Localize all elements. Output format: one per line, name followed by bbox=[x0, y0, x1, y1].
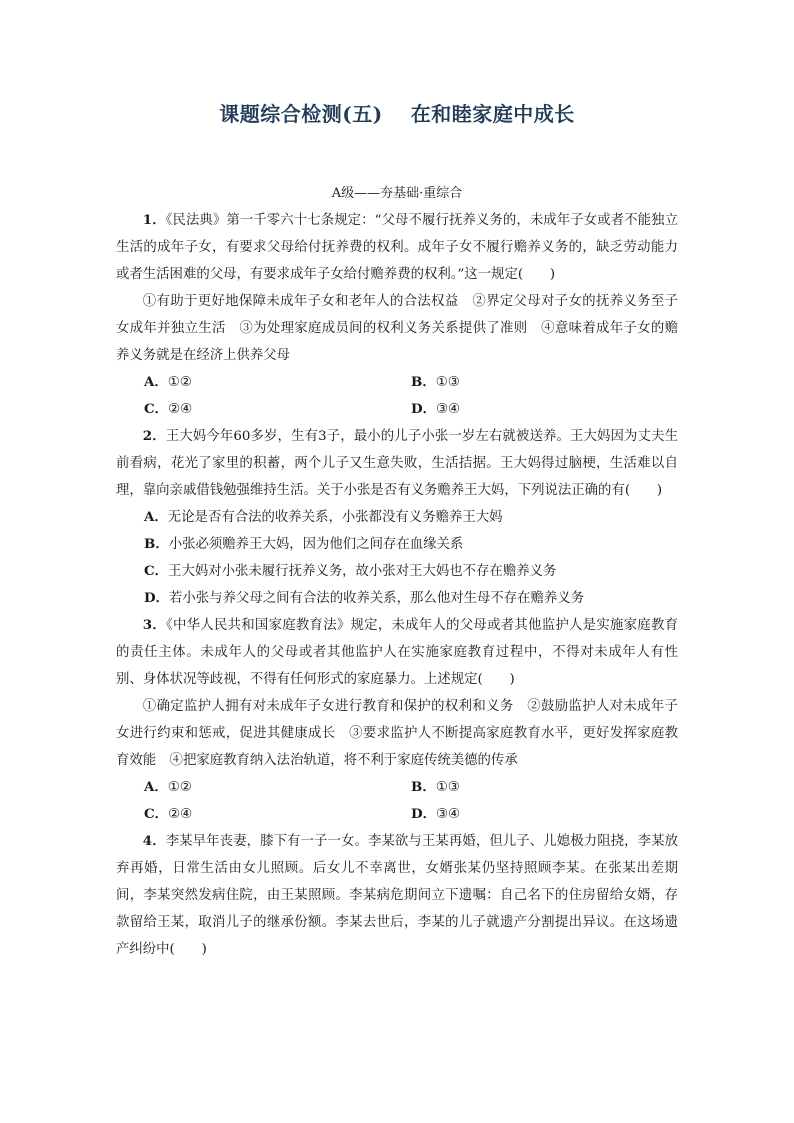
question-1-option-a[interactable]: A．①② bbox=[144, 374, 192, 390]
title-part-1: 课题综合检测(五) bbox=[219, 102, 383, 126]
question-2-option-c[interactable]: C．王大妈对小张未履行抚养义务，故小张对王大妈也不存在赡养义务 bbox=[144, 563, 557, 579]
page-title bbox=[116, 100, 678, 128]
question-1-text: 《民法典》第一千零六十七条规定：“父母不履行抚养义务的，未成年子女或者不能独立生活的成年子女，有要求父母给付抚养费的权利。成年子女不履行赡养义务的，缺乏劳动能力或者生活困难的父母，有要求成年子女给付赡养费的权利。”这一规定( ) bbox=[116, 213, 678, 282]
question-4-number: 4． bbox=[142, 833, 166, 849]
question-1-number: 1． bbox=[142, 212, 166, 228]
question-2 bbox=[116, 423, 678, 612]
question-3-options-row-2 bbox=[116, 801, 678, 828]
question-2-option-d[interactable]: D．若小张与养父母之间有合法的收养关系，那么他对生母不存在赡养义务 bbox=[144, 590, 585, 606]
question-4-stem bbox=[116, 828, 678, 963]
question-3-stem bbox=[116, 612, 678, 693]
question-1-statements: ①有助于更好地保障未成年子女和老年人的合法权益 ②界定父母对子女的抚养义务至子女成年并独立生活 ③为处理家庭成员间的权利义务关系提供了准则 ④意味着成年子女的赡养义务就是在经济上供养父母 bbox=[116, 294, 678, 363]
question-2-option-b[interactable]: B．小张必须赡养王大妈，因为他们之间存在血缘关系 bbox=[144, 536, 464, 552]
question-4-text: 李某早年丧妻，膝下有一子一女。李某欲与王某再婚，但儿子、儿媳极力阻挠，李某放弃再婚，日常生活由女儿照顾。后女儿不幸离世，女婿张某仍坚持照顾李某。在张某出差期间，李某突然发病住院，由王某照顾。李某病危期间立下遗嘱：自己名下的住房留给女婿，存款留给王某，取消儿子的继承份额。李某去世后，李某的儿子就遗产分割提出异议。在这场遗产纠纷中( ) bbox=[116, 834, 678, 957]
question-3-options-row-1 bbox=[116, 774, 678, 801]
question-2-option-a[interactable]: A．无论是否有合法的收养关系，小张都没有义务赡养王大妈 bbox=[144, 509, 503, 525]
question-3-option-c[interactable]: C．②④ bbox=[144, 806, 193, 822]
question-3-option-d[interactable]: D．③④ bbox=[411, 806, 461, 822]
question-3-number: 3． bbox=[142, 617, 167, 633]
question-1-option-b[interactable]: B．①③ bbox=[411, 374, 460, 390]
question-4 bbox=[116, 828, 678, 963]
question-3-statements: ①确定监护人拥有对未成年子女进行教育和保护的权利和义务 ②鼓励监护人对未成年子女进行约束和惩戒，促进其健康成长 ③要求监护人不断提高家庭教育水平，更好发挥家庭教育效能 ④把家庭教育纳入法治轨道，将不利于家庭传统美德的传承 bbox=[116, 699, 678, 768]
question-1-option-c[interactable]: C．②④ bbox=[144, 401, 193, 417]
question-3 bbox=[116, 612, 678, 828]
question-2-number: 2． bbox=[142, 428, 166, 444]
question-2-text: 王大妈今年60多岁，生有3子，最小的儿子小张一岁左右就被送养。王大妈因为丈夫生前看病，花光了家里的积蓄，两个儿子又生意失败，生活拮据。王大妈得过脑梗，生活难以自理，靠向亲戚借钱勉强维持生活。关于小张是否有义务赡养王大妈，下列说法正确的有( ) bbox=[116, 429, 678, 498]
question-1-options-row-2 bbox=[116, 396, 678, 423]
question-3-option-b[interactable]: B．①③ bbox=[411, 779, 460, 795]
section-heading: A级——夯基础·重综合 bbox=[331, 186, 463, 201]
question-1 bbox=[116, 207, 678, 423]
title-part-2: 在和睦家庭中成长 bbox=[410, 102, 575, 126]
question-2-stem bbox=[116, 423, 678, 504]
question-3-text: 《中华人民共和国家庭教育法》规定，未成年人的父母或者其他监护人是实施家庭教育的责任主体。未成年人的父母或者其他监护人在实施家庭教育过程中，不得对未成年人有性别、身体状况等歧视，不得有任何形式的家庭暴力。上述规定( ) bbox=[116, 618, 678, 687]
question-1-options-row-1 bbox=[116, 369, 678, 396]
question-1-stem bbox=[116, 207, 678, 288]
question-1-option-d[interactable]: D．③④ bbox=[411, 401, 461, 417]
question-3-option-a[interactable]: A．①② bbox=[144, 779, 192, 795]
